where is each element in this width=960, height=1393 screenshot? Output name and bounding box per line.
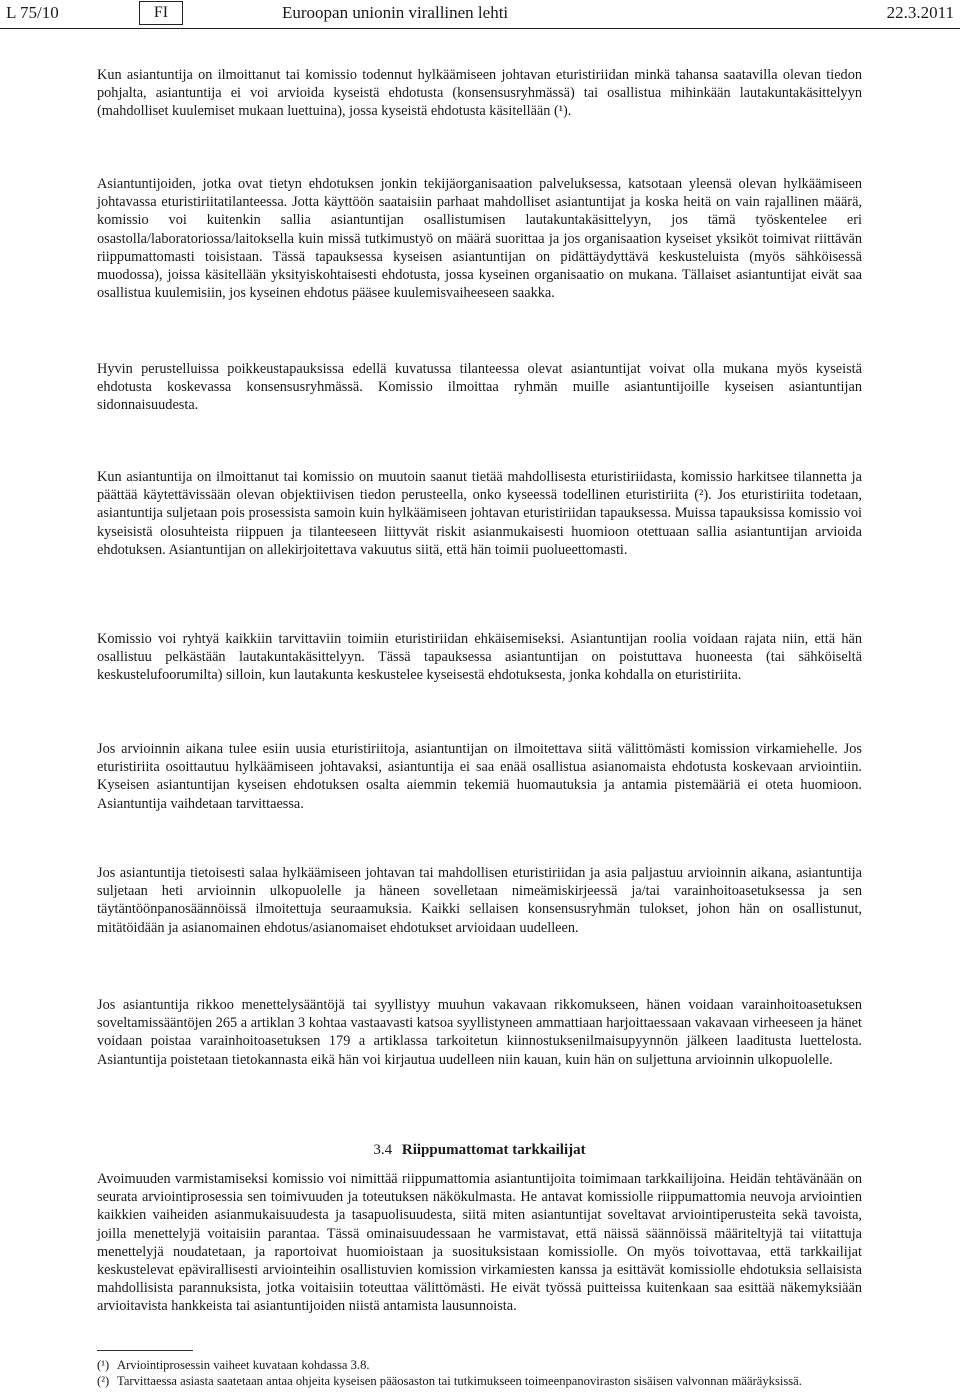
footnote-text: Tarvittaessa asiasta saatetaan antaa ohjeita kyseisen pääosaston tai tutkimukseen toimeenpanoviraston sisäisen valvonnan määräyksissä. xyxy=(117,1374,802,1388)
page-number: L 75/10 xyxy=(6,3,59,22)
section-number: 3.4 xyxy=(373,1142,393,1158)
footnote xyxy=(97,1373,862,1389)
section-title: Riippumattomat tarkkailijat xyxy=(401,1142,586,1158)
footnote xyxy=(97,1357,862,1373)
paragraph-text: Jos asiantuntija rikkoo menettelysääntöjä tai syyllistyy muuhun vakavaan rikkomukseen, hänen voidaan varainhoitoasetuksen soveltamissääntöjen 265 a artiklan 3 kohtaa vastaavasti katsoa syyllistyneen ammattiaan harjoittaessaan vakavaan virheeseen ja hänet voidaan poistaa varainhoitoasetuksen 179 a artiklassa tarkoitetun kiinnostuksenilmaisupyynnön jälkeen laaditusta luettelosta. Asiantuntija poistetaan tietokannasta eikä hän voi kirjautua uudelleen niin kauan, kuin hän on suljettuna arvioinnin ulkopuolelle. xyxy=(97,997,862,1068)
section-heading xyxy=(97,1140,862,1160)
paragraph-text: Hyvin perustelluissa poikkeustapauksissa edellä kuvatussa tilanteessa olevat asiantuntijat voivat olla mukana myös kyseistä ehdotusta koskevassa konsensusryhmässä. Komissio ilmoittaa ryhmän muille asiantuntijoille kyseisen asiantuntijan sidonnaisuudesta. xyxy=(97,361,862,414)
paragraph-text: Asiantuntijoiden, jotka ovat tietyn ehdotuksen jonkin tekijäorganisaation palveluksessa, katsotaan yleensä olevan hylkäämiseen johtavassa eturistiriitatilanteessa. Jotta käyttöön saataisiin parhaat mahdolliset asiantuntijat ja koska heitä on vain rajallinen määrä, komissio voi kuitenkin sallia asiantuntijan osallistumisen lautakuntakäsittelyyn, jos tämä työskentelee eri osastolla/laboratoriossa/laitoksella kuin missä tutkimustyö on määrä suorittaa ja jos organisaation kyseiset yksiköt toimivat riittävän riippumattomasti toisistaan. Tässä tapauksessa kyseisen asiantuntijan on pidättäydyttävä keskusteluista (myös sähköisessä muodossa), joissa käsitellään yksityiskohtaisesti ehdotusta, jossa kyseinen organisaatio on mukana. Tällaiset asiantuntijat eivät saa osallistua kuulemisiin, jos kyseinen ehdotus pääsee kuulemisvaiheeseen saakka. xyxy=(97,176,862,302)
paragraph-text: Jos asiantuntija tietoisesti salaa hylkäämiseen johtavan tai mahdollisen eturistiriidan ja asia paljastuu arvioinnin aikana, asiantuntija suljetaan heti arvioinnin ulkopuolelle ja häneen sovelletaan nimeämiskirjeessä ja/tai varainhoitoasetuksessa ja sen täytäntöönpanosäännöissä ilmoitettuja seuraamuksia. Kaikki sellaisen konsensusryhmän tulokset, johon hän on osallistunut, mitätöidään ja asianomainen ehdotus/asianomaiset ehdotukset arvioidaan uudelleen. xyxy=(97,865,862,936)
paragraph xyxy=(97,996,862,1069)
paragraph-text: Kun asiantuntija on ilmoittanut tai komissio on muutoin saanut tietää mahdollisesta eturistiriidasta, komissio harkitsee tilannetta ja päättää käytettävissään olevan objektiivisen tiedon perusteella, onko kyseessä todellinen eturistiriita (²). Jos eturistiriita todetaan, asiantuntija suljetaan pois prosessista samoin kuin hylkäämiseen johtavan eturistiriidan tapauksessa. Muissa tapauksissa komissio voi kyseisistä olosuhteista riippuen ja tilanteeseen liittyvät riskit asianmukaisesti huomioon otettuaan sallia asiantuntijan arvioida ehdotuksen. Asiantuntijan on allekirjoitettava vakuutus siitä, että hän toimii puolueettomasti. xyxy=(97,469,862,558)
paragraph-text: Avoimuuden varmistamiseksi komissio voi nimittää riippumattomia asiantuntijoita toimimaan tarkkailijoina. Heidän tehtävänään on seurata arviointiprosessia sen toimivuuden ja toteutuksen näkökulmasta. He antavat komissiolle riippumattomia neuvoja arviointien kaikkien vaiheiden asianmukaisuudesta ja tasapuolisuudesta, siitä miten asiantuntijat soveltavat arviointiperusteita sekä tavoista, joilla menettelyjä voitaisiin parantaa. Tässä ominaisuudessaan he varmistavat, että näissä säännöissä määriteltyjä tai viitattuja menettelyjä noudatetaan, ja raportoivat huomioistaan ja suosituksistaan komissiolle. On myös toivottavaa, että tarkkailijat keskustelevat epävirallisesti arviointeihin osallistuvien komission virkamiesten kanssa ja esittävät komissiolle ehdotuksia sellaisista mahdollisista parannuksista, jotka voitaisiin toteuttaa välittömästi. He eivät työssä puitteissa kuitenkaan saa esittää näkemyksiään arvioitavista hankkeista tai asiantuntijoiden niistä antamista lausunnoista. xyxy=(97,1171,862,1315)
publication-date: 22.3.2011 xyxy=(886,3,954,22)
paragraph xyxy=(97,740,862,813)
paragraph xyxy=(97,360,862,415)
paragraph-text: Jos arvioinnin aikana tulee esiin uusia eturistiriitoja, asiantuntijan on ilmoitettava siitä välittömästi komission virkamiehelle. Jos eturistiriita osoittautuu hylkäämiseen johtavaksi, asiantuntija ei saa enää osallistua asianomaista ehdotusta koskevaan arviointiin. Kyseisen asiantuntijan kyseisen ehdotuksen osalta aiemmin tekemiä huomautuksia ja antamia pistemääriä ei oteta huomioon. Asiantuntija vaihdetaan tarvittaessa. xyxy=(97,741,862,812)
paragraph-text: Kun asiantuntija on ilmoittanut tai komissio todennut hylkäämiseen johtavan eturistiriidan minkä tahansa saatavilla olevan tiedon pohjalta, asiantuntija ei voi arvioida kyseistä ehdotusta (konsensusryhmässä) tai osallistua mihinkään lautakuntakäsittelyyn (mahdolliset kuulemiset mukaan luettuina), jossa kyseistä ehdotusta käsitellään (¹). xyxy=(97,67,862,120)
paragraph xyxy=(97,630,862,685)
section-paragraph xyxy=(97,1170,862,1316)
paragraph xyxy=(97,864,862,937)
footnote-text: Arviointiprosessin vaiheet kuvataan kohdassa 3.8. xyxy=(117,1358,370,1372)
footnote-mark: (²) xyxy=(97,1374,110,1388)
footnote-divider xyxy=(97,1350,193,1351)
paragraph xyxy=(97,66,862,121)
paragraph xyxy=(97,468,862,559)
paragraph-text: Komissio voi ryhtyä kaikkiin tarvittaviin toimiin eturistiriidan ehkäisemiseksi. Asiantuntijan roolia voidaan rajata niin, että hän osallistuu pelkästään lautakuntakäsittelyyn. Tässä tapauksessa asiantuntijan on poistuttava huoneesta (tai sähköiseltä keskustelufoorumilta) silloin, kun lautakunta keskustelee kyseisestä ehdotuksesta, jonka kohdalla on eturistiriita. xyxy=(97,631,862,684)
journal-title: Euroopan unionin virallinen lehti xyxy=(282,3,509,22)
paragraph xyxy=(97,175,862,302)
footnote-mark: (¹) xyxy=(97,1358,110,1372)
language-badge: FI xyxy=(139,1,183,25)
page-header xyxy=(0,0,960,29)
